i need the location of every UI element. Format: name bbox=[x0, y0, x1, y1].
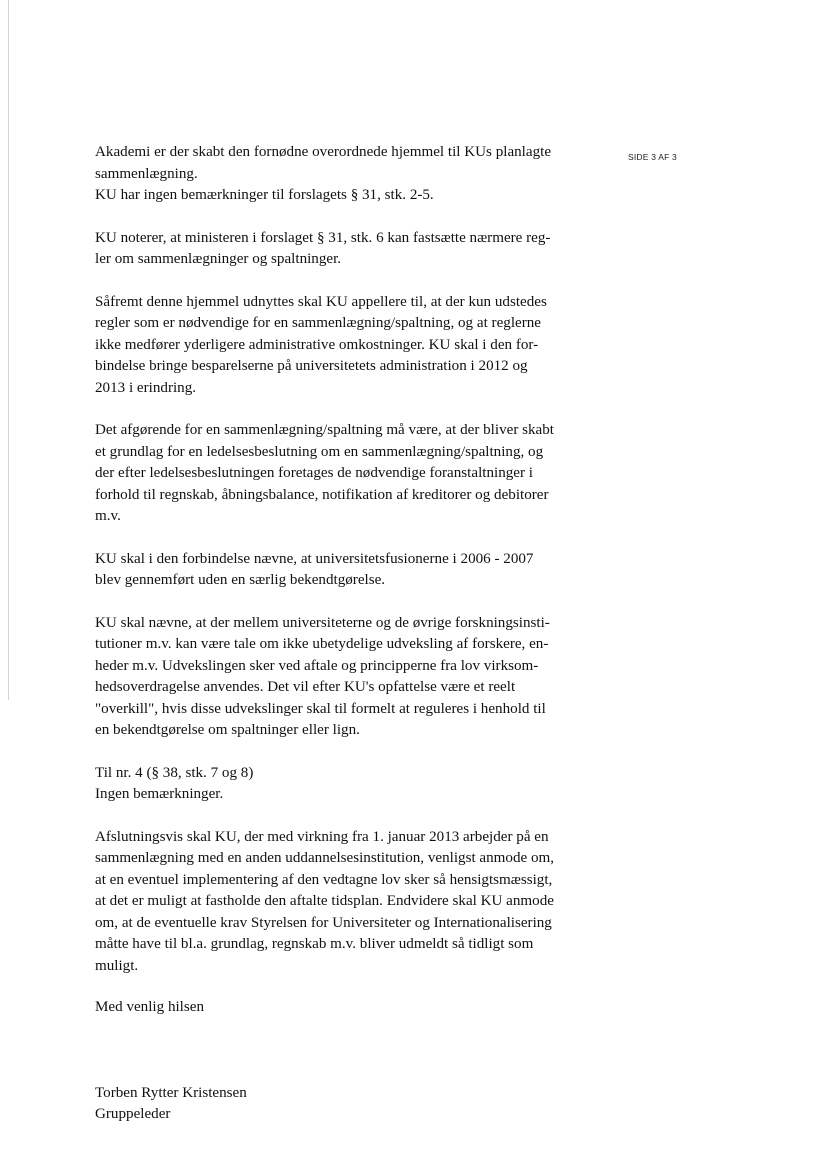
paragraph-saafremt bbox=[95, 292, 595, 400]
text-line: Akademi er der skabt den fornødne overordnede hjemmel til KUs planlagte bbox=[95, 144, 552, 160]
text-line: regler som er nødvendige for en sammenlægning/spaltning, og at reglerne bbox=[95, 315, 541, 331]
text-line: KU noterer, at ministeren i forslaget § 31, stk. 6 kan fastsætte nærmere reg- bbox=[95, 229, 551, 246]
signatory-title: Gruppeleder bbox=[95, 1106, 171, 1122]
text-line: muligt. bbox=[95, 957, 139, 974]
text-line: Med venlig hilsen bbox=[95, 999, 204, 1015]
text-line: Afslutningsvis skal KU, der med virkning fra 1. januar 2013 arbejder på en bbox=[95, 828, 549, 845]
text-line: måtte have til bl.a. grundlag, regnskab m.v. bliver udmeldt så tidligt som bbox=[95, 936, 534, 952]
paragraph-afgoerende bbox=[95, 420, 595, 528]
text-line: KU skal nævne, at der mellem universiteterne og de øvrige forskningsinsti- bbox=[95, 614, 550, 631]
text-line: heder m.v. Udvekslingen sker ved aftale og principperne fra lov virksom- bbox=[95, 657, 539, 674]
text-line: Ingen bemærkninger. bbox=[95, 786, 224, 802]
paragraph-noterer bbox=[95, 228, 595, 271]
text-line: KU har ingen bemærkninger til forslagets § 31, stk. 2-5. bbox=[95, 187, 434, 203]
paragraph-afslutning bbox=[95, 827, 595, 978]
paragraph-nr4 bbox=[95, 763, 595, 806]
text-line: en bekendtgørelse om spaltninger eller lign. bbox=[95, 722, 360, 738]
paragraph-hjemmel bbox=[95, 142, 595, 207]
text-line: et grundlag for en ledelsesbeslutning om en sammenlægning/spaltning, og bbox=[95, 443, 544, 460]
text-line: Såfremt denne hjemmel udnyttes skal KU appellere til, at der kun udstedes bbox=[95, 293, 547, 310]
text-line: hedsoverdragelse anvendes. Det vil efter KU's opfattelse være et reelt bbox=[95, 679, 516, 695]
letter-body bbox=[95, 142, 595, 1126]
text-line: sammenlægning med en anden uddannelsesinstitution, venligst anmode om, bbox=[95, 850, 555, 866]
text-line: Det afgørende for en sammenlægning/spaltning må være, at der bliver skabt bbox=[95, 422, 554, 438]
signatory-name: Torben Rytter Kristensen bbox=[95, 1084, 247, 1101]
signature-block bbox=[95, 1083, 595, 1126]
text-line: tutioner m.v. kan være tale om ikke ubetydelige udveksling af forskere, en- bbox=[95, 636, 549, 652]
text-line: om, at de eventuelle krav Styrelsen for Universiteter og Internationalisering bbox=[95, 914, 552, 931]
text-line: "overkill", hvis disse udvekslinger skal til formelt at reguleres i henhold til bbox=[95, 700, 546, 717]
text-line: 2013 i erindring. bbox=[95, 379, 197, 396]
text-line: ler om sammenlægninger og spaltninger. bbox=[95, 251, 342, 267]
paragraph-fusioner bbox=[95, 549, 595, 592]
text-line: m.v. bbox=[95, 508, 121, 524]
text-line: blev gennemført uden en særlig bekendtgørelse. bbox=[95, 572, 386, 588]
scan-edge-line bbox=[8, 0, 9, 700]
text-line: ikke medfører yderligere administrative omkostninger. KU skal i den for- bbox=[95, 336, 539, 353]
text-line: bindelse bringe besparelserne på universitetets administration i 2012 og bbox=[95, 358, 528, 374]
paragraph-udveksling bbox=[95, 613, 595, 742]
text-line: forhold til regnskab, åbningsbalance, notifikation af kreditorer og debitorer bbox=[95, 486, 549, 503]
text-line: at det er muligt at fastholde den aftalte tidsplan. Endvidere skal KU anmode bbox=[95, 893, 554, 909]
page-number: SIDE 3 AF 3 bbox=[628, 152, 677, 162]
text-line: sammenlægning. bbox=[95, 165, 198, 182]
text-line: KU skal i den forbindelse nævne, at universitetsfusionerne i 2006 - 2007 bbox=[95, 550, 534, 567]
text-line: Til nr. 4 (§ 38, stk. 7 og 8) bbox=[95, 764, 254, 781]
text-line: at en eventuel implementering af den vedtagne lov sker så hensigtsmæssigt, bbox=[95, 871, 553, 888]
text-line: der efter ledelsesbeslutningen foretages de nødvendige foranstaltninger i bbox=[95, 465, 533, 481]
closing-greeting bbox=[95, 997, 595, 1019]
